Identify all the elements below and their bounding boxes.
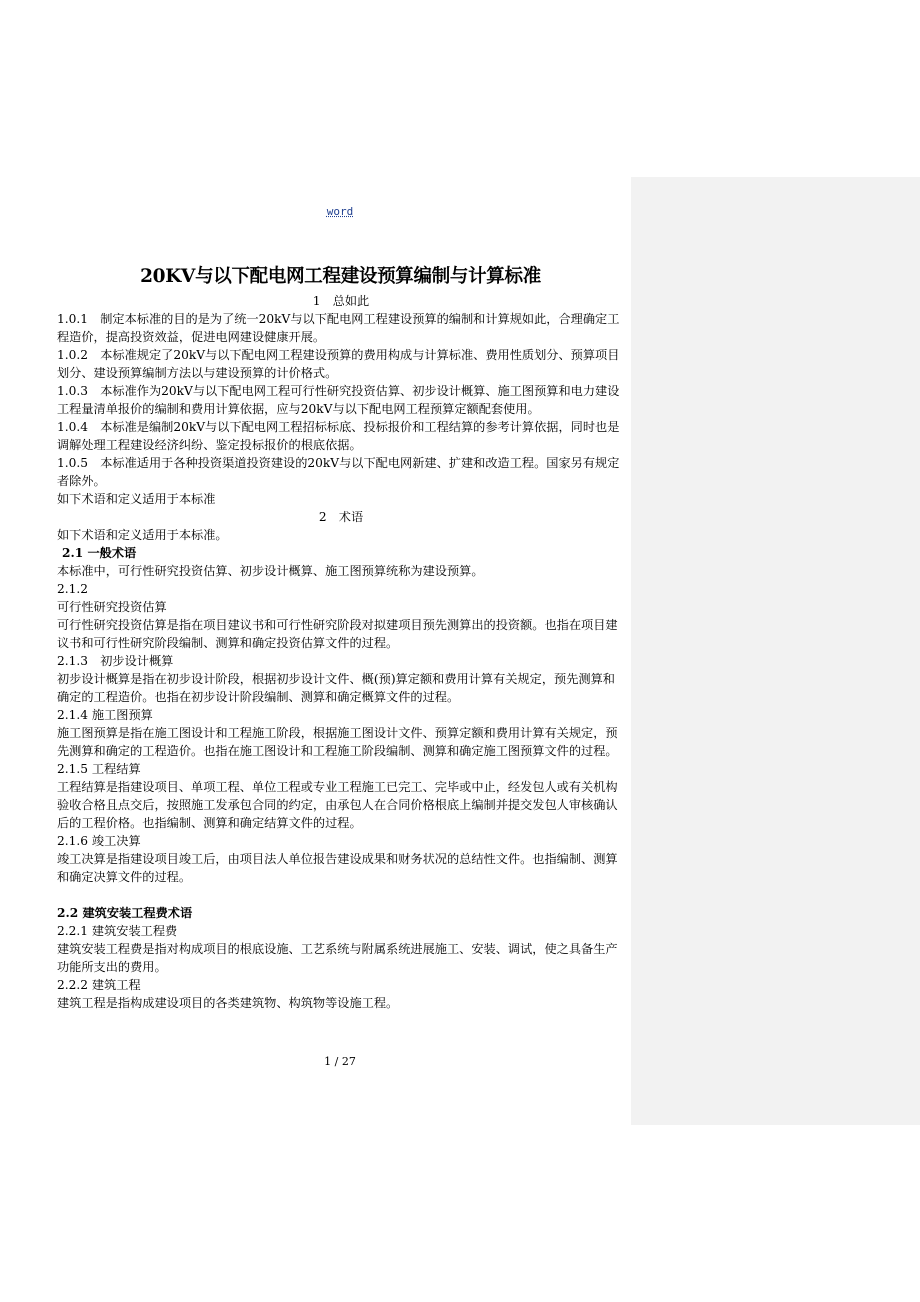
paragraph-1-0-1: 1.0.1 制定本标准的目的是为了统一20kV与以下配电网工程建设预算的编制和计算规如此，合理确定工程造价，提高投资效益，促进电网建设健康开展。 [57, 312, 620, 344]
clause-2-1-2-term: 可行性研究投资估算 [57, 600, 167, 614]
paragraph-1-0-4: 1.0.4 本标准是编制20kV与以下配电网工程招标标底、投标报价和工程结算的参考计算依据，同时也是调解处理工程建设经济纠纷、鉴定投标报价的根底依据。 [57, 420, 620, 452]
subsection-2-2-heading: 2.2 建筑安装工程费术语 [57, 906, 193, 920]
clause-2-2-2-definition: 建筑工程是指构成建设项目的各类建筑物、构筑物等设施工程。 [57, 996, 399, 1010]
paragraph-1-0-2: 1.0.2 本标准规定了20kV与以下配电网工程建设预算的费用构成与计算标准、费用性质划分、预算项目划分、建设预算编制方法以与建设预算的计价格式。 [57, 348, 620, 380]
header-word-link[interactable]: word [326, 205, 354, 218]
clause-2-1-6-definition: 竣工决算是指建设项目竣工后，由项目法人单位报告建设成果和财务状况的总结性文件。也指编制、测算和确定决算文件的过程。 [57, 852, 618, 884]
page-number: 1 / 27 [324, 1055, 356, 1068]
blank-line [57, 886, 625, 904]
paragraph-definitions-note: 如下术语和定义适用于本标准 [57, 492, 216, 506]
section-2-heading: 2 术语 [318, 510, 364, 524]
section-1-heading: 1 总如此 [312, 294, 370, 308]
clause-2-1-2-definition: 可行性研究投资估算是指在项目建议书和可行性研究阶段对拟建项目预先测算出的投资额。也指在项目建议书和可行性研究阶段编制、测算和确定投资估算文件的过程。 [57, 618, 618, 650]
clause-2-1-5-definition: 工程结算是指建设项目、单项工程、单位工程或专业工程施工已完工、完毕或中止，经发包人或有关机构验收合格且点交后，按照施工发承包合同的约定，由承包人在合同价格根底上编制并提交发包人审核确认后的工程价格。也指编制、测算和确定结算文件的过程。 [57, 780, 618, 830]
clause-2-1-4-term: 2.1.4 施工图预算 [57, 708, 153, 722]
clause-2-1-4-definition: 施工图预算是指在施工图设计和工程施工阶段，根据施工图设计文件、预算定额和费用计算有关规定，预先测算和确定的工程造价。也指在施工图设计和工程施工阶段编制、测算和确定施工图预算文件的过程。 [57, 726, 618, 758]
clause-2-2-1-definition: 建筑安装工程费是指对构成项目的根底设施、工艺系统与附属系统进展施工、安装、调试，使之具备生产功能所支出的费用。 [57, 942, 618, 974]
clause-2-1-2-number: 2.1.2 [57, 582, 89, 596]
paragraph-1-0-3: 1.0.3 本标准作为20kV与以下配电网工程可行性研究投资估算、初步设计概算、施工图预算和电力建设工程量清单报价的编制和费用计算依据，应与20kV与以下配电网工程预算定额配套使用。 [57, 384, 620, 416]
paragraph-2-1-1: 本标准中，可行性研究投资估算、初步设计概算、施工图预算统称为建设预算。 [57, 564, 484, 578]
clause-2-1-6-term: 2.1.6 竣工决算 [57, 834, 141, 848]
clause-2-2-1-term: 2.2.1 建筑安装工程费 [57, 924, 178, 938]
paragraph-1-0-5: 1.0.5 本标准适用于各种投资渠道投资建设的20kV与以下配电网新建、扩建和改造工程。国家另有规定者除外。 [57, 456, 620, 488]
subsection-2-1-heading: 2.1 一般术语 [62, 546, 137, 560]
clause-2-2-2-term: 2.2.2 建筑工程 [57, 978, 141, 992]
clause-2-1-3-term: 2.1.3 初步设计概算 [57, 654, 174, 668]
document-body [57, 292, 625, 1012]
comment-margin-pane [631, 177, 920, 1125]
document-title: 20KV与以下配电网工程建设预算编制与计算标准 [140, 266, 541, 287]
section-2-intro: 如下术语和定义适用于本标准。 [57, 528, 228, 542]
clause-2-1-3-definition: 初步设计概算是指在初步设计阶段，根据初步设计文件、概(预)算定额和费用计算有关规定，预先测算和确定的工程造价。也指在初步设计阶段编制、测算和确定概算文件的过程。 [57, 672, 615, 704]
clause-2-1-5-term: 2.1.5 工程结算 [57, 762, 141, 776]
